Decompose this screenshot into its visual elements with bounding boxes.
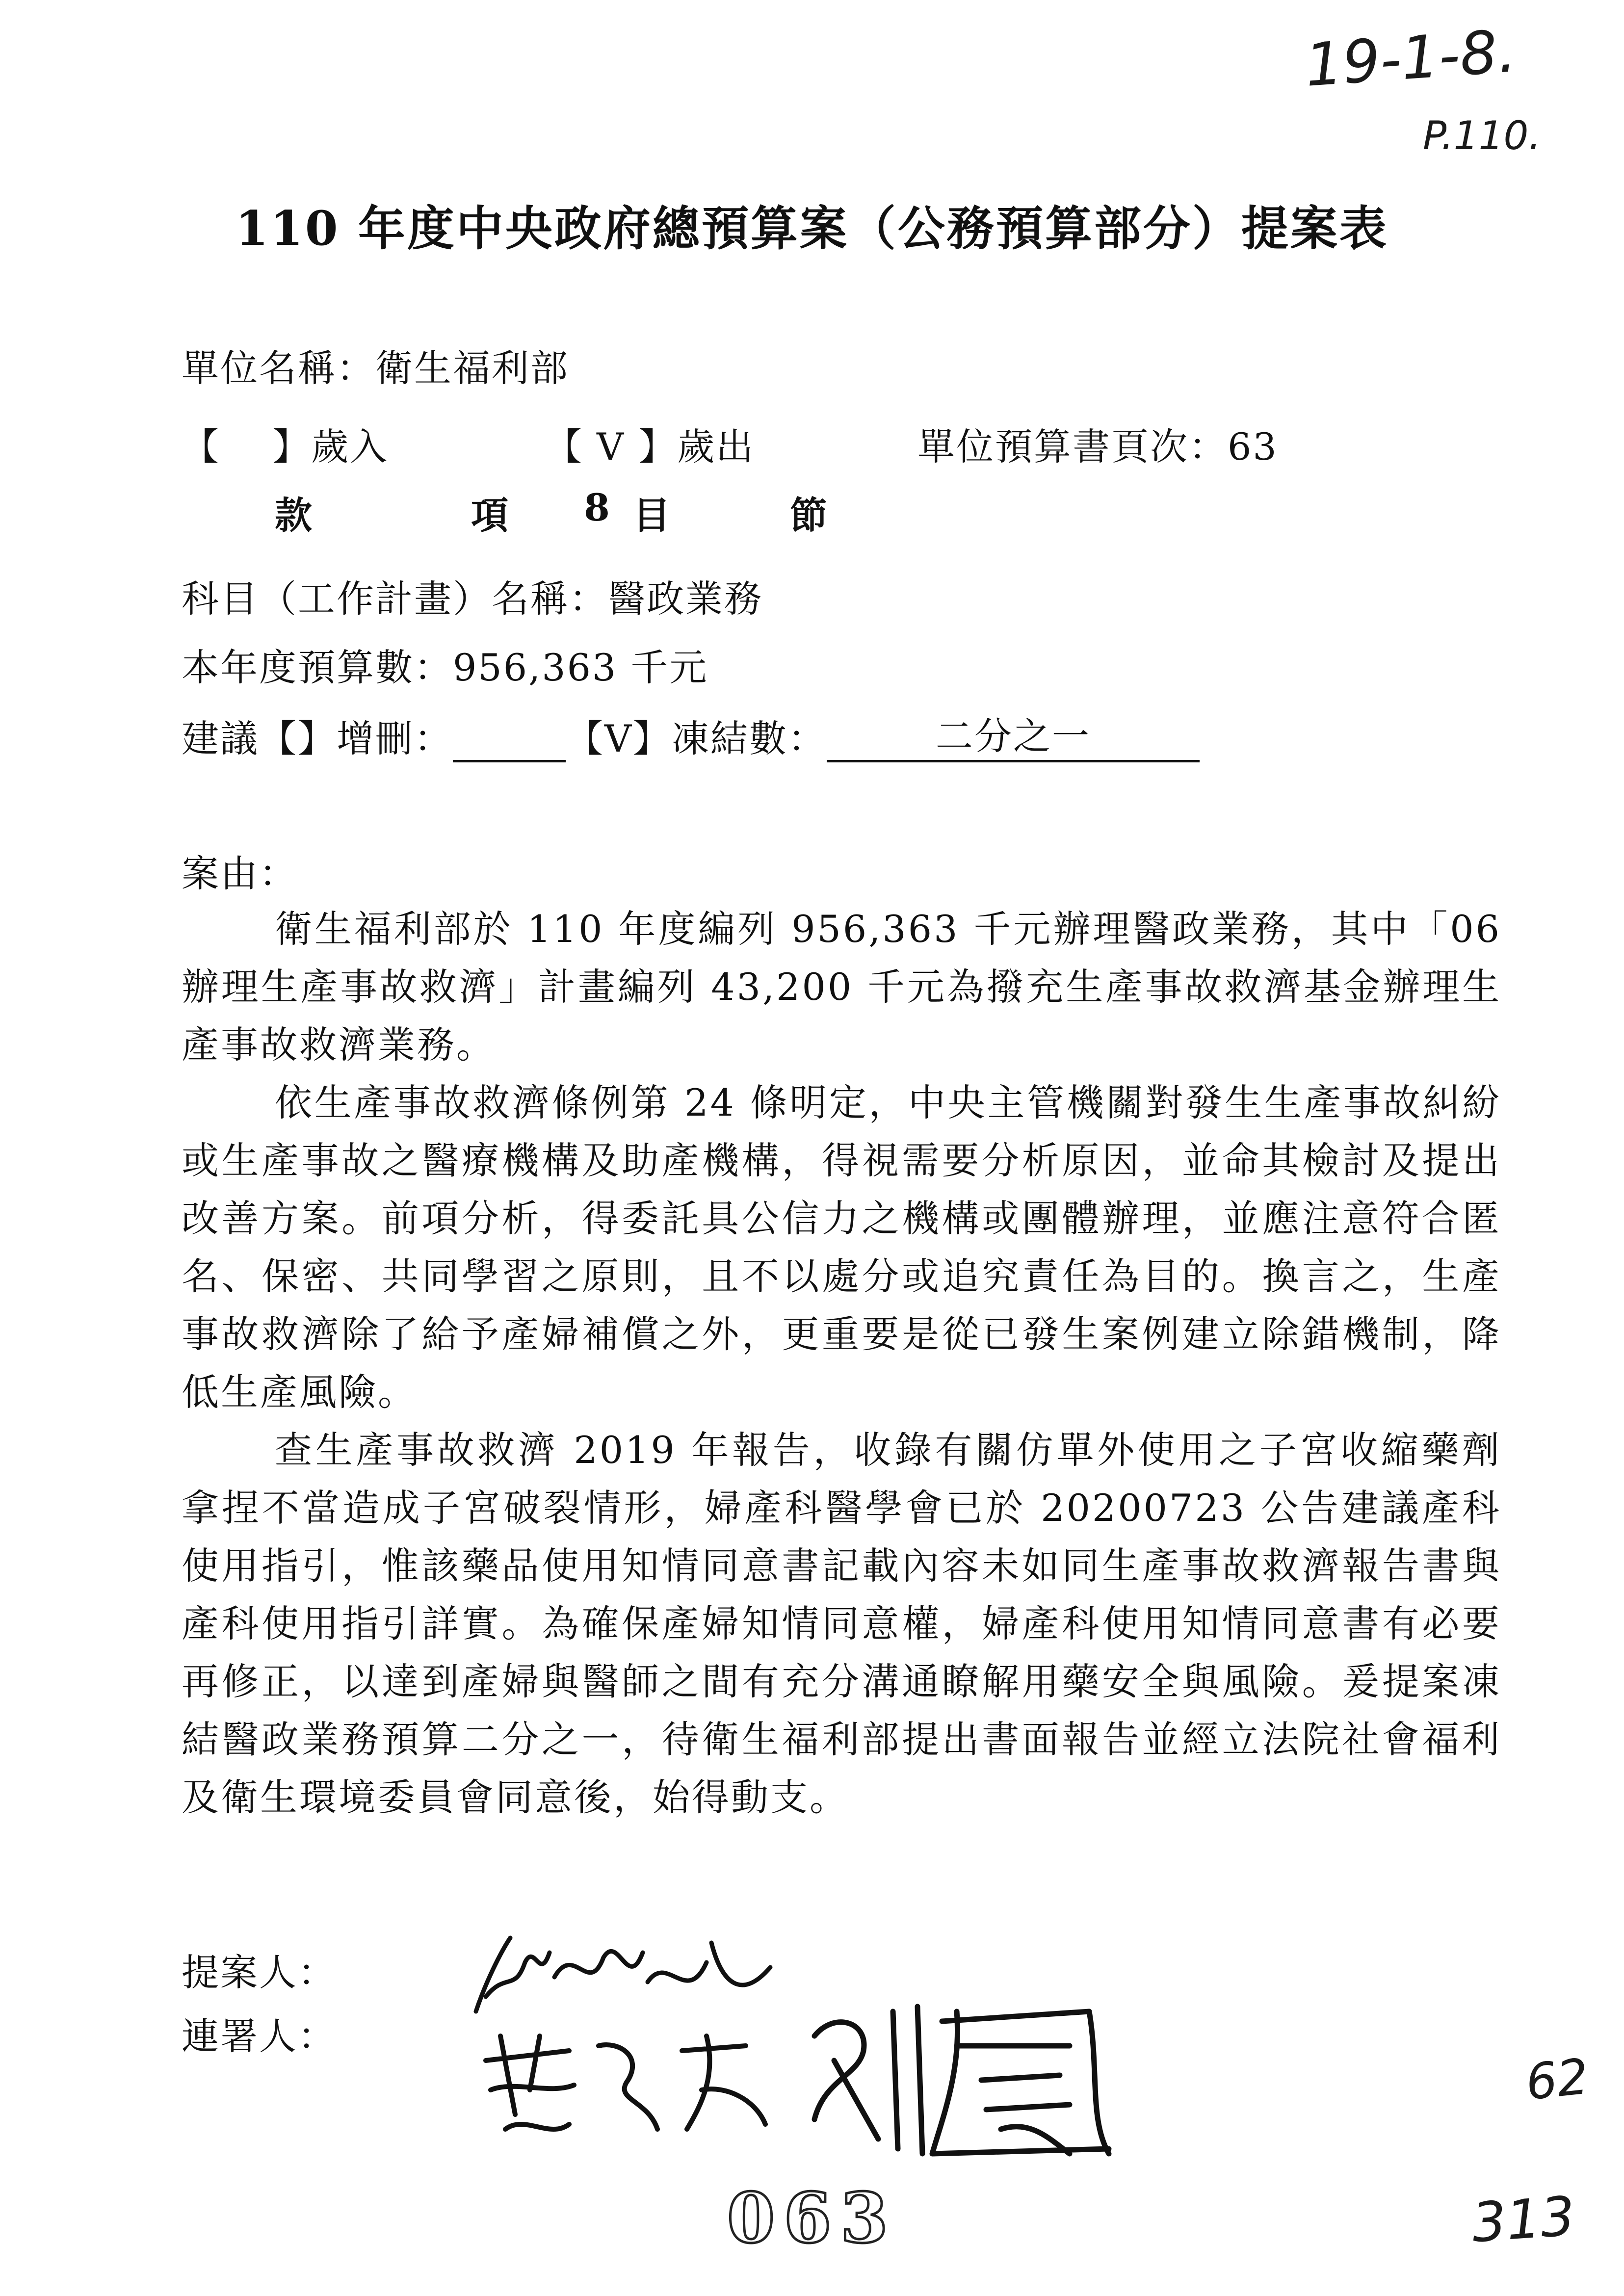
handwritten-margin-number: 62 [1523, 2047, 1592, 2112]
reason-label: 案由： [182, 852, 298, 895]
kuan-label: 款 [275, 494, 314, 537]
increase-decrease-blank [453, 726, 566, 762]
reason-paragraph: 查生產事故救濟 2019 年報告，收錄有關仿單外使用之子宮收縮藥劑拿捏不當造成子宮破裂情形，婦產科醫學會已於 20200723 公告建議產科使用指引，惟該藥品使用知情同意書記載內容未如同生產事故救濟報告書與產科使用指引詳實。為確保產婦知情同意權，婦產科使用知情同意書有必要再修正，以達到產婦與醫師之間有充分溝通瞭解用藥安全與風險。爰提案凍結醫政業務預算二分之一，待衛生福利部提出書面報告並經立法院社會福利及衛生環境委員會同意後，始得動支。 [182, 1428, 1501, 1819]
subject-name: 科目（工作計畫）名稱：醫政業務 [182, 577, 763, 621]
reason-paragraph: 依生產事故救濟條例第 24 條明定，中央主管機關對發生生產事故糾紛或生產事故之醫療機構及助產機構，得視需要分析原因，並命其檢討及提出改善方案。前項分析，得委託具公信力之機構或團體辦理，並應注意符合匿名、保密、共同學習之原則，且不以處分或追究責任為目的。換言之，生產事故救濟除了給予產婦補償之外，更重要是從已發生案例建立除錯機制，降低生產風險。 [182, 1081, 1501, 1414]
document-title: 110 年度中央政府總預算案（公務預算部分）提案表 [236, 201, 1388, 256]
expenditure-checkbox: 【 V 】歲出 [545, 425, 755, 469]
budget-amount: 本年度預算數：956,363 千元 [182, 646, 708, 689]
handwritten-date: 19-1-8. [1303, 17, 1519, 100]
handwritten-bottom-number: 313 [1469, 2184, 1577, 2255]
unit-name: 單位名稱：衛生福利部 [182, 346, 569, 390]
cosigner-signature-2 [795, 1992, 1138, 2168]
xiang-label: 項 [471, 494, 510, 537]
handwritten-page-ref: P.110. [1423, 113, 1541, 158]
proposer-label: 提案人： [182, 1951, 337, 1994]
cosigner-label: 連署人： [182, 2014, 337, 2058]
reason-body [182, 900, 1501, 1826]
proposer-signature [456, 1923, 800, 2031]
freeze-label: 【V】凍結數： [566, 717, 827, 760]
freeze-value: 二分之一 [827, 706, 1200, 762]
suggestion-row [182, 706, 1200, 762]
mu-number: 8 [584, 486, 611, 529]
mu-label: 目 [633, 494, 672, 537]
reason-paragraph: 衛生福利部於 110 年度編列 956,363 千元辦理醫政業務，其中「06 辦理生產事故救濟」計畫編列 43,200 千元為撥充生產事故救濟基金辦理生產事故救濟業務。 [182, 907, 1501, 1067]
budget-type-row [182, 417, 1457, 470]
revenue-checkbox: 【 】歲入 [182, 425, 389, 469]
jie-label: 節 [790, 494, 829, 537]
cosigner-signature-1 [471, 2016, 785, 2144]
suggest-label: 建議【】增刪： [182, 717, 453, 760]
page-number-stamp: 063 [727, 2178, 897, 2259]
budget-page-number: 單位預算書頁次：63 [917, 425, 1278, 469]
